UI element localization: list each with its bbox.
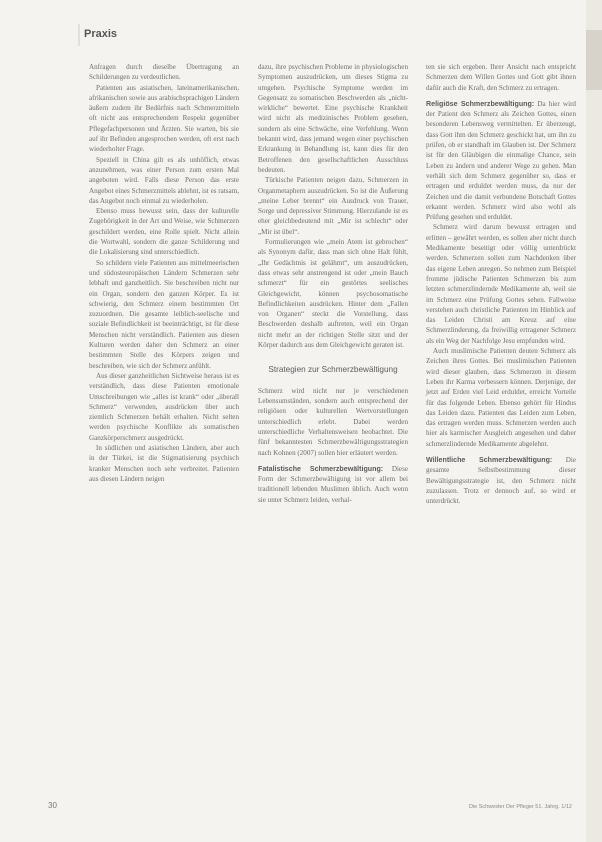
journal-footer: Die Schwester Der Pfleger 51. Jahrg. 1/12 [468,804,572,810]
paragraph: Anfragen durch dieselbe Übertragung an Schilderungen zu verdeutlichen. [89,63,239,82]
paragraph: Aus dieser ganzheitlichen Sichtweise heraus ist es verständlich, dass diese Patienten emotionale Umschreibungen wie „alles ist krank“ oder „überall Schmerz“ verwenden, ausdrücken über auch ziemlich Schmerzen behält erhalten. Nicht selten werden psychische Konflikte als somatischen Ganzkörperschmerz ausgedrückt. [89,371,239,442]
column-2 [258,62,408,505]
page-edge-tab [586,0,602,842]
paragraph: In südlichen und asiatischen Ländern, aber auch in der Türkei, ist die Stigmatisierung psychisch kranker Menschen noch sehr verbreitet. Patienten aus diesen Ländern neigen [89,443,239,483]
paragraph: Speziell in China gilt es als unhöflich, etwas anzunehmen, was einer Person zum ersten Mal angeboten wird. Falls diese Person das erste Angebot eines Schmerzmittels ablehnt, ist es ratsam, das Angebot noch einmal zu wiederholen. [89,155,239,205]
runin-text: Da hier wird der Patient den Schmerz als Zeichen Gottes, einen besonderen Lebensweg vermittelten. Er überzeugt, dass Gott ihm den Schmerz geschickt hat, um ihn zu prüfen, ob er standhaft im Glauben ist. Der Schmerz ist für den Gläubigen die einmalige Chance, sein Leben zu ändern und anderer Wege zu gehen. Man verhält sich dem Schmerz gegenüber so, dass er ertragen und erduldet werden muss, da nur der Zeichen und die damit verbundene Botschaft Gottes erkannt werden. Schmerz wird also wohl als Prüfung gesehen und erduldet. [426,99,576,222]
runin-title: Willentliche Schmerzbewältigung: [426,455,553,464]
paragraph: So schildern viele Patienten aus mittelmeerischen und südosteuropäischen Ländern Schmerzen sehr lebhaft und ganzheitlich. Sie beschreiben nicht nur ein Organ, sondern den ganzen Körper. Es ist schwierig, den Schmerz einem bestimmten Ort zuzuordnen. Die gesamte leiblich-seelische und soziale Befindlichkeit ist beeinträchtigt, ist für diese Menschen nicht verständlich. Patienten aus diesen Kulturen werden daher den Schmerz an einer bestimmten Stelle des Körpers zeigen und beschreiben, wie sich der Schmerz anfühlt. [89,258,239,370]
paragraph-runin [258,464,408,505]
paragraph: Patienten aus asiatischen, lateinamerikanischen, afrikanischen sowie aus arabischsprachigen Ländern äußern zudem ihr Bedürfnis nach Schmerzmitteln oft nicht aus entsprechendem Respekt gegenüber Pflegefachpersonen und Ärzten. Sie warten, bis sie auf ihr Befinden angesprochen werden, oft erst nach wiederholter Frage. [89,83,239,154]
page-number: 30 [48,801,57,810]
paragraph: Schmerz wird nicht nur je verschiedenen Lebensumständen, sondern auch entsprechend der religiösen oder kulturellen Wertvorstellungen unterschiedlich erlebt. Dabei werden unterschiedliche Verhaltensweisen beobachtet. Die fünf bekanntesten Schmerzbewältigungsstrategien nach Kohnen (2007) sollen hier erläutert werden. [258,386,408,457]
runin-text: Diese Form der Schmerzbewältigung ist vor allem bei traditionell lebenden Muslimen üblich. Auch wenn sie unter Schmerz leiden, verhal- [258,464,408,504]
paragraph-runin [426,455,576,506]
runin-title: Religiöse Schmerzbewältigung: [426,99,535,108]
paragraph: Türkische Patienten neigen dazu, Schmerzen in Organmetaphern auszudrücken. So ist die Äußerung „meine Leber brennt“ ein Ausdruck von Trauer, Sorge und depressiver Stimmung. Hierzulande ist es eher gleichbedeutend mit „Mir ist schlecht“ oder „Mir ist übel“. [258,176,408,236]
paragraph: Auch muslimische Patienten deuten Schmerz als Zeichen ihres Gottes. Bei muslimischen Patienten wird dieser glauben, dass Schmerzen in diesem Leben ihr Karma verbessern können. Derjenige, der jetzt auf Erden viel Leid erduldet, erreicht Vorteile für das folgende Leben. Ebenso gehört für Hindus das Leiden dazu. Patienten das Leiden zum Leben, das ertragen werden muss. Schmerzen werden auch hier als karmischer Ausgleich angesehen und daher schmerzlindernde Medikamente abgelehnt. [426,347,576,448]
page-edge-tab-mark [586,30,602,90]
runin-text: Die gesamte Selbstbestimmung dieser Bewältigungsstrategie ist, den Schmerz nicht zuzulassen. Trotz er dennoch auf, so wird er unterdrückt. [426,455,576,506]
paragraph: Formulierungen wie „mein Atem ist gebrochen“ als Synonym dafür, dass man sich ohne Halt fühlt, „Ihr Gedächtnis ist gelähmt“, um auszudrücken, dass etwas sehr anstrengend ist oder „mein Bauch schmerzt“ für ein gestörtes seelisches Gleichgewicht, können psychosomatische Befindlichkeiten ausdrücken. Hinter dem „Fallen von Organen“ steckt die Vorstellung, dass Beschwerden deshalb auftreten, weil ein Organ nicht mehr an der richtigen Stelle sitzt und der Körper dadurch aus dem Gleichgewicht geraten ist. [258,238,408,350]
paragraph: Schmerz wird darum bewusst ertragen und erlitten – gewährt werden, es sollen aber nicht durch Medikamente beseitigt oder völlig unterdrückt werden. Schmerzen sollen zum Nachdenken über das eigene Leben anregen. So nehmen zum Beispiel fromme jüdische Patienten Schmerzen bis zum letzten schmerzlindernde Medikamente ab, weil sie im Schmerz eine Prüfung Gottes sehen. Fallweise verstehen auch christliche Patienten im Hinblick auf das Leiden Christi am Kreuz auf eine Schmerzlinderung, da freiwillig ertragener Schmerz als ein Weg der Nachfolge Jesu empfunden wird. [426,223,576,345]
column-3 [426,62,576,506]
paragraph-runin [426,99,576,223]
section-label: Praxis [84,28,118,40]
section-subheading: Strategien zur Schmerzbewältigung [268,365,398,375]
paragraph: dazu, ihre psychischen Probleme in physiologischen Symptomen auszudrücken, um dieses Stigma zu umgehen. Psychische Symptome werden im Gegensatz zu somatischen Beschwerden als „nicht-wirkliche“ bewertet. Eine psychische Krankheit wird nicht als medizinisches Problem gesehen, sondern als eine Schwäche, eine Verfehlung. Wenn bekannt wird, dass jemand wegen einer psychischen Erkrankung in Behandlung ist, kann dies für den Betroffenen den gesellschaftlichen Ausschluss bedeuten. [258,63,408,174]
column-1 [89,62,239,484]
paragraph: Ebenso muss bewusst sein, dass der kulturelle Zugehörigkeit in der Art und Weise, wie Schmerzen geschildert werden, eine Rolle spielt. Nicht allein die Wortwahl, sondern die ganze Schilderung und die Lokalisierung sind unterschiedlich. [89,207,239,257]
paragraph: ten sie sich ergeben. Ihrer Ansicht nach entspricht Schmerzen dem Willen Gottes und Gott gibt ihnen dafür auch die Kraft, den Schmerz zu ertragen. [426,63,576,92]
runin-title: Fatalistische Schmerzbewältigung: [258,464,384,473]
header-rule [78,24,80,46]
